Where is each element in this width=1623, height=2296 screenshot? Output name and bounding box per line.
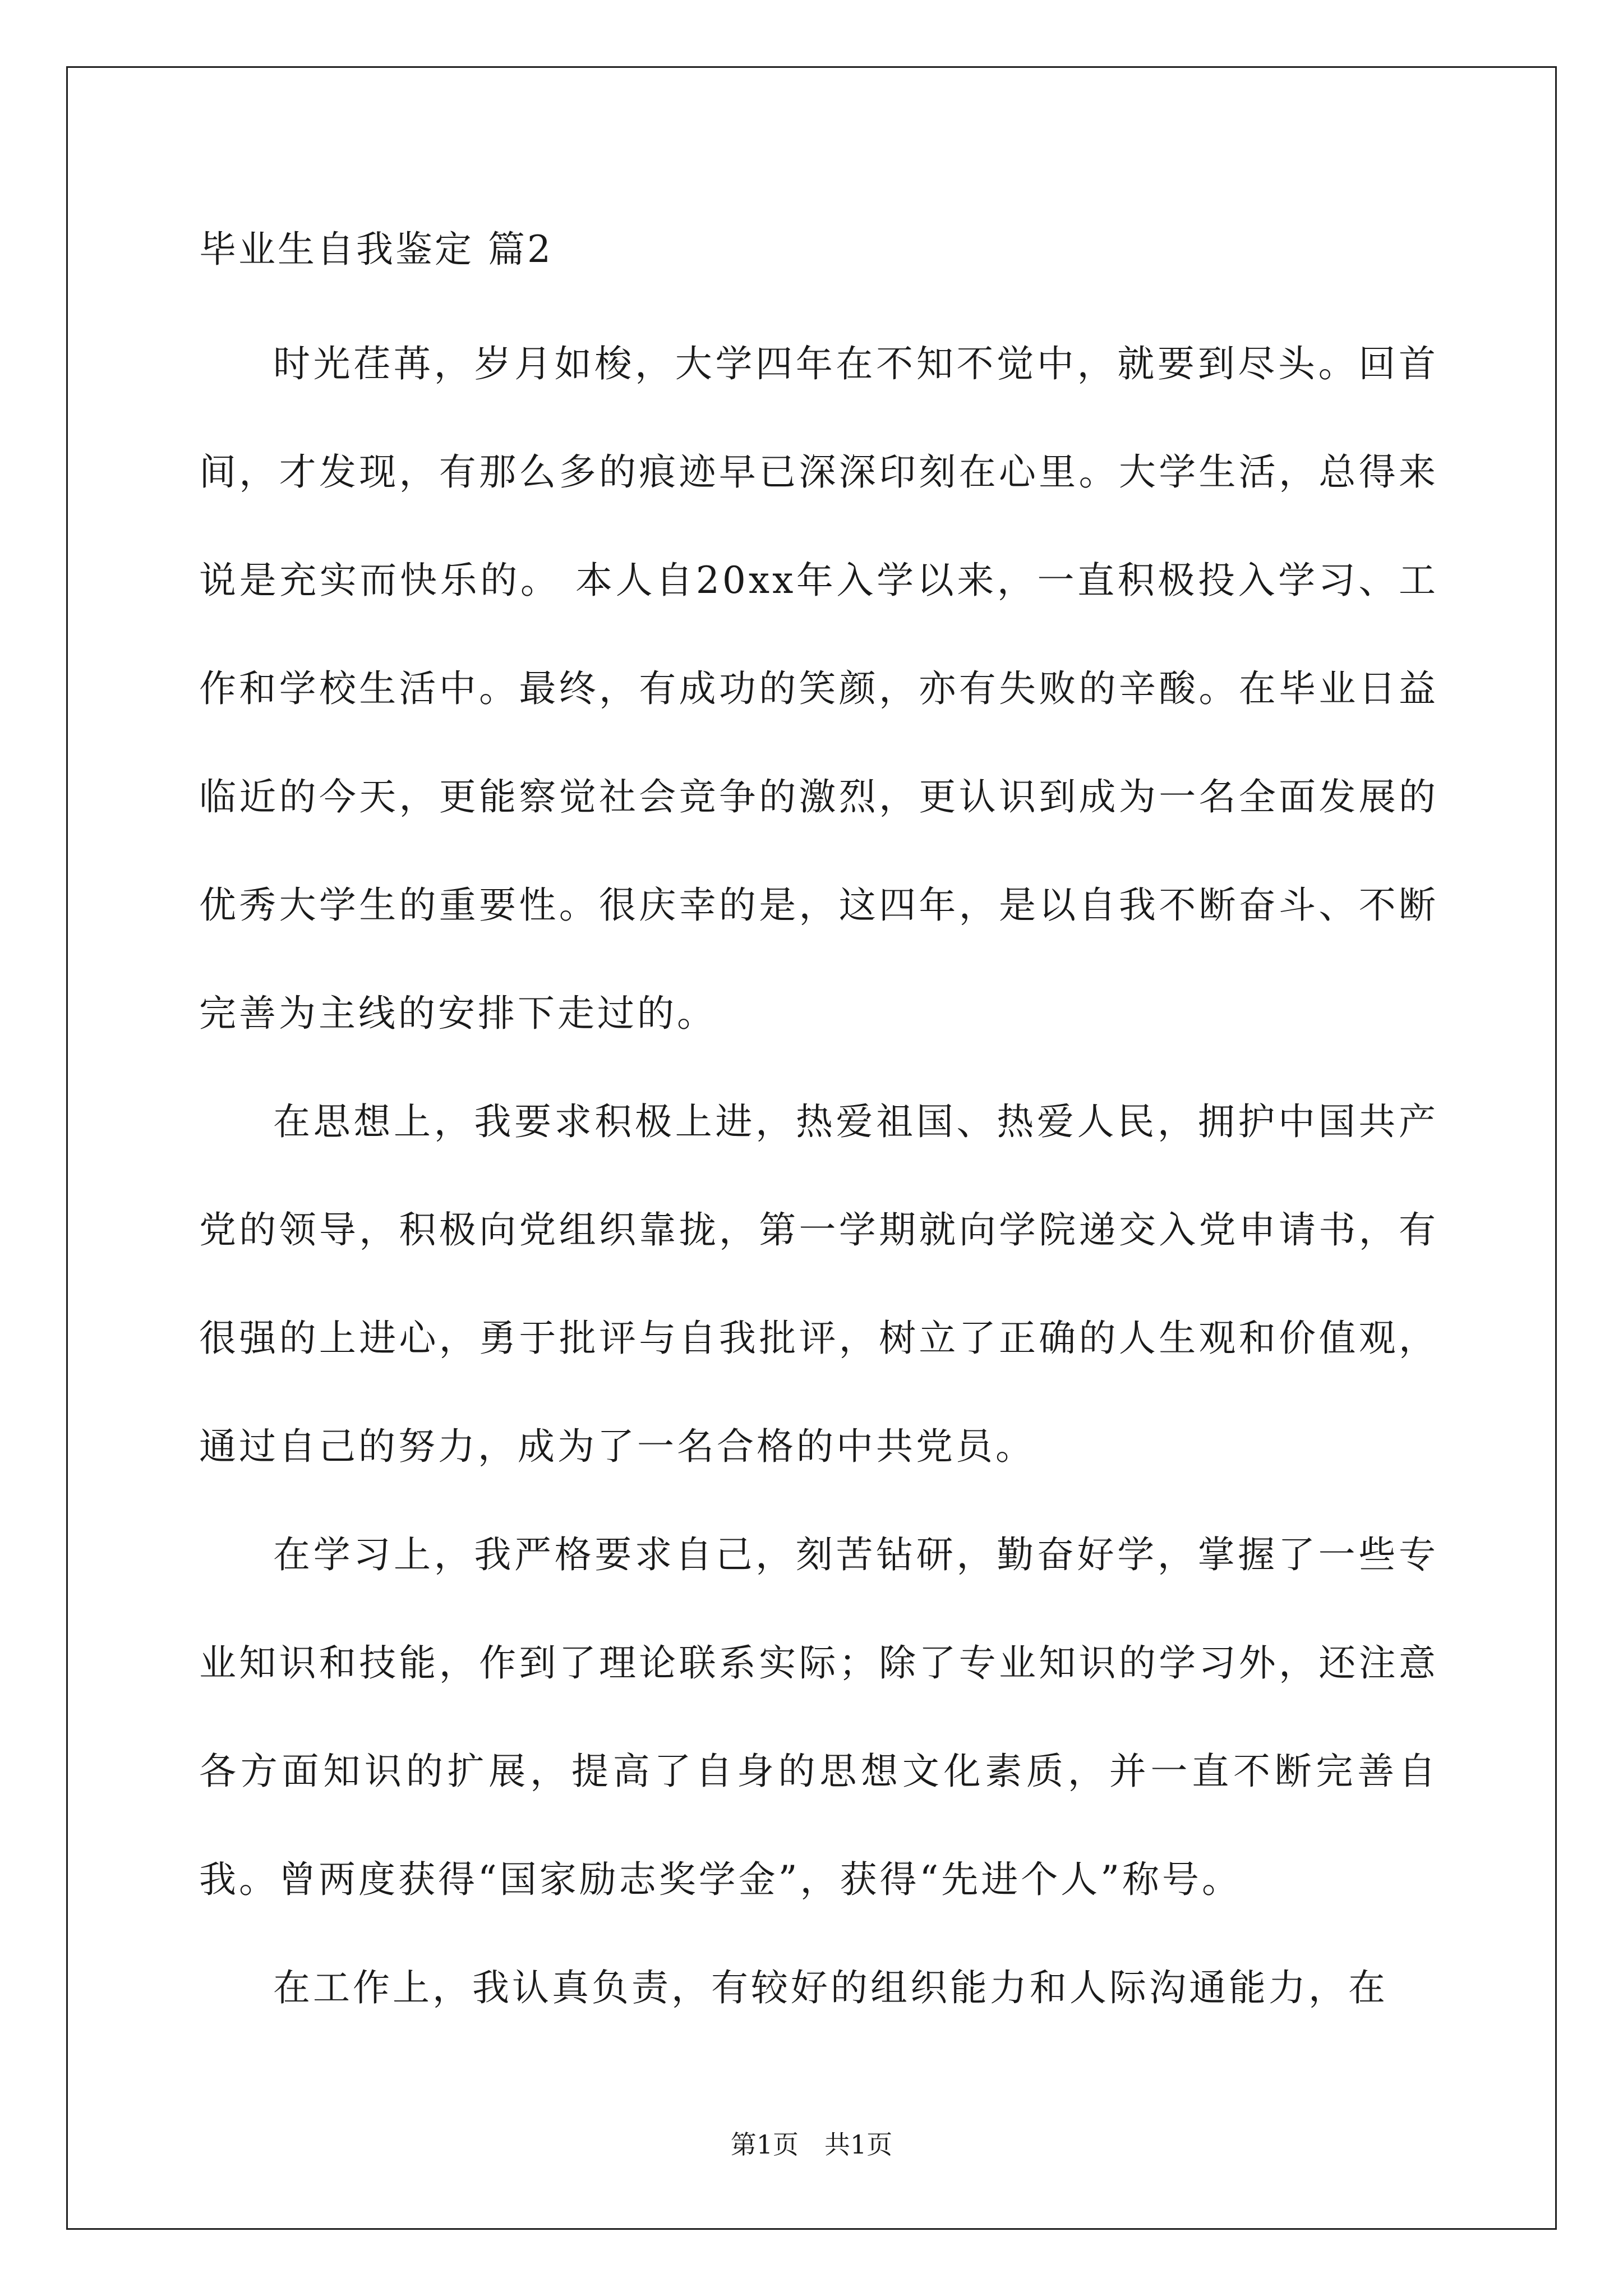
document-body bbox=[199, 310, 1438, 2042]
page-number: 第1页 bbox=[730, 2129, 799, 2160]
page-total: 共1页 bbox=[824, 2129, 893, 2160]
document-title: 毕业生自我鉴定 篇2 bbox=[199, 228, 553, 271]
page-footer bbox=[0, 2128, 1623, 2161]
paragraph: 在工作上，我认真负责，有较好的组织能力和人际沟通能力，在 bbox=[273, 1966, 1388, 2009]
paragraph: 时光荏苒，岁月如梭，大学四年在不知不觉中，就要到尽头。回首间，才发现，有那么多的痕迹早已深深印刻在心里。大学生活，总得来说是充实而快乐的。 本人自20xx年入学以来，一直积极投入学习、工作和学校生活中。最终，有成功的笑颜，亦有失败的辛酸。在毕业日益临近的今天，更能察觉社会竞争的激烈，更认识到成为一名全面发展的优秀大学生的重要性。很庆幸的是，这四年，是以自我不断奋斗、不断完善为主线的安排下走过的。 bbox=[199, 342, 1438, 1035]
paragraph: 在思想上，我要求积极上进，热爱祖国、热爱人民，拥护中国共产党的领导，积极向党组织靠拢，第一学期就向学院递交入党申请书，有很强的上进心，勇于批评与自我批评，树立了正确的人生观和价值观，通过自己的努力，成为了一名合格的中共党员。 bbox=[199, 1100, 1438, 1468]
paragraph: 在学习上，我严格要求自己，刻苦钻研，勤奋好学，掌握了一些专业知识和技能，作到了理论联系实际；除了专业知识的学习外，还注意各方面知识的扩展，提高了自身的思想文化素质，并一直不断完善自我。曾两度获得“国家励志奖学金”，获得“先进个人”称号。 bbox=[199, 1533, 1438, 1901]
